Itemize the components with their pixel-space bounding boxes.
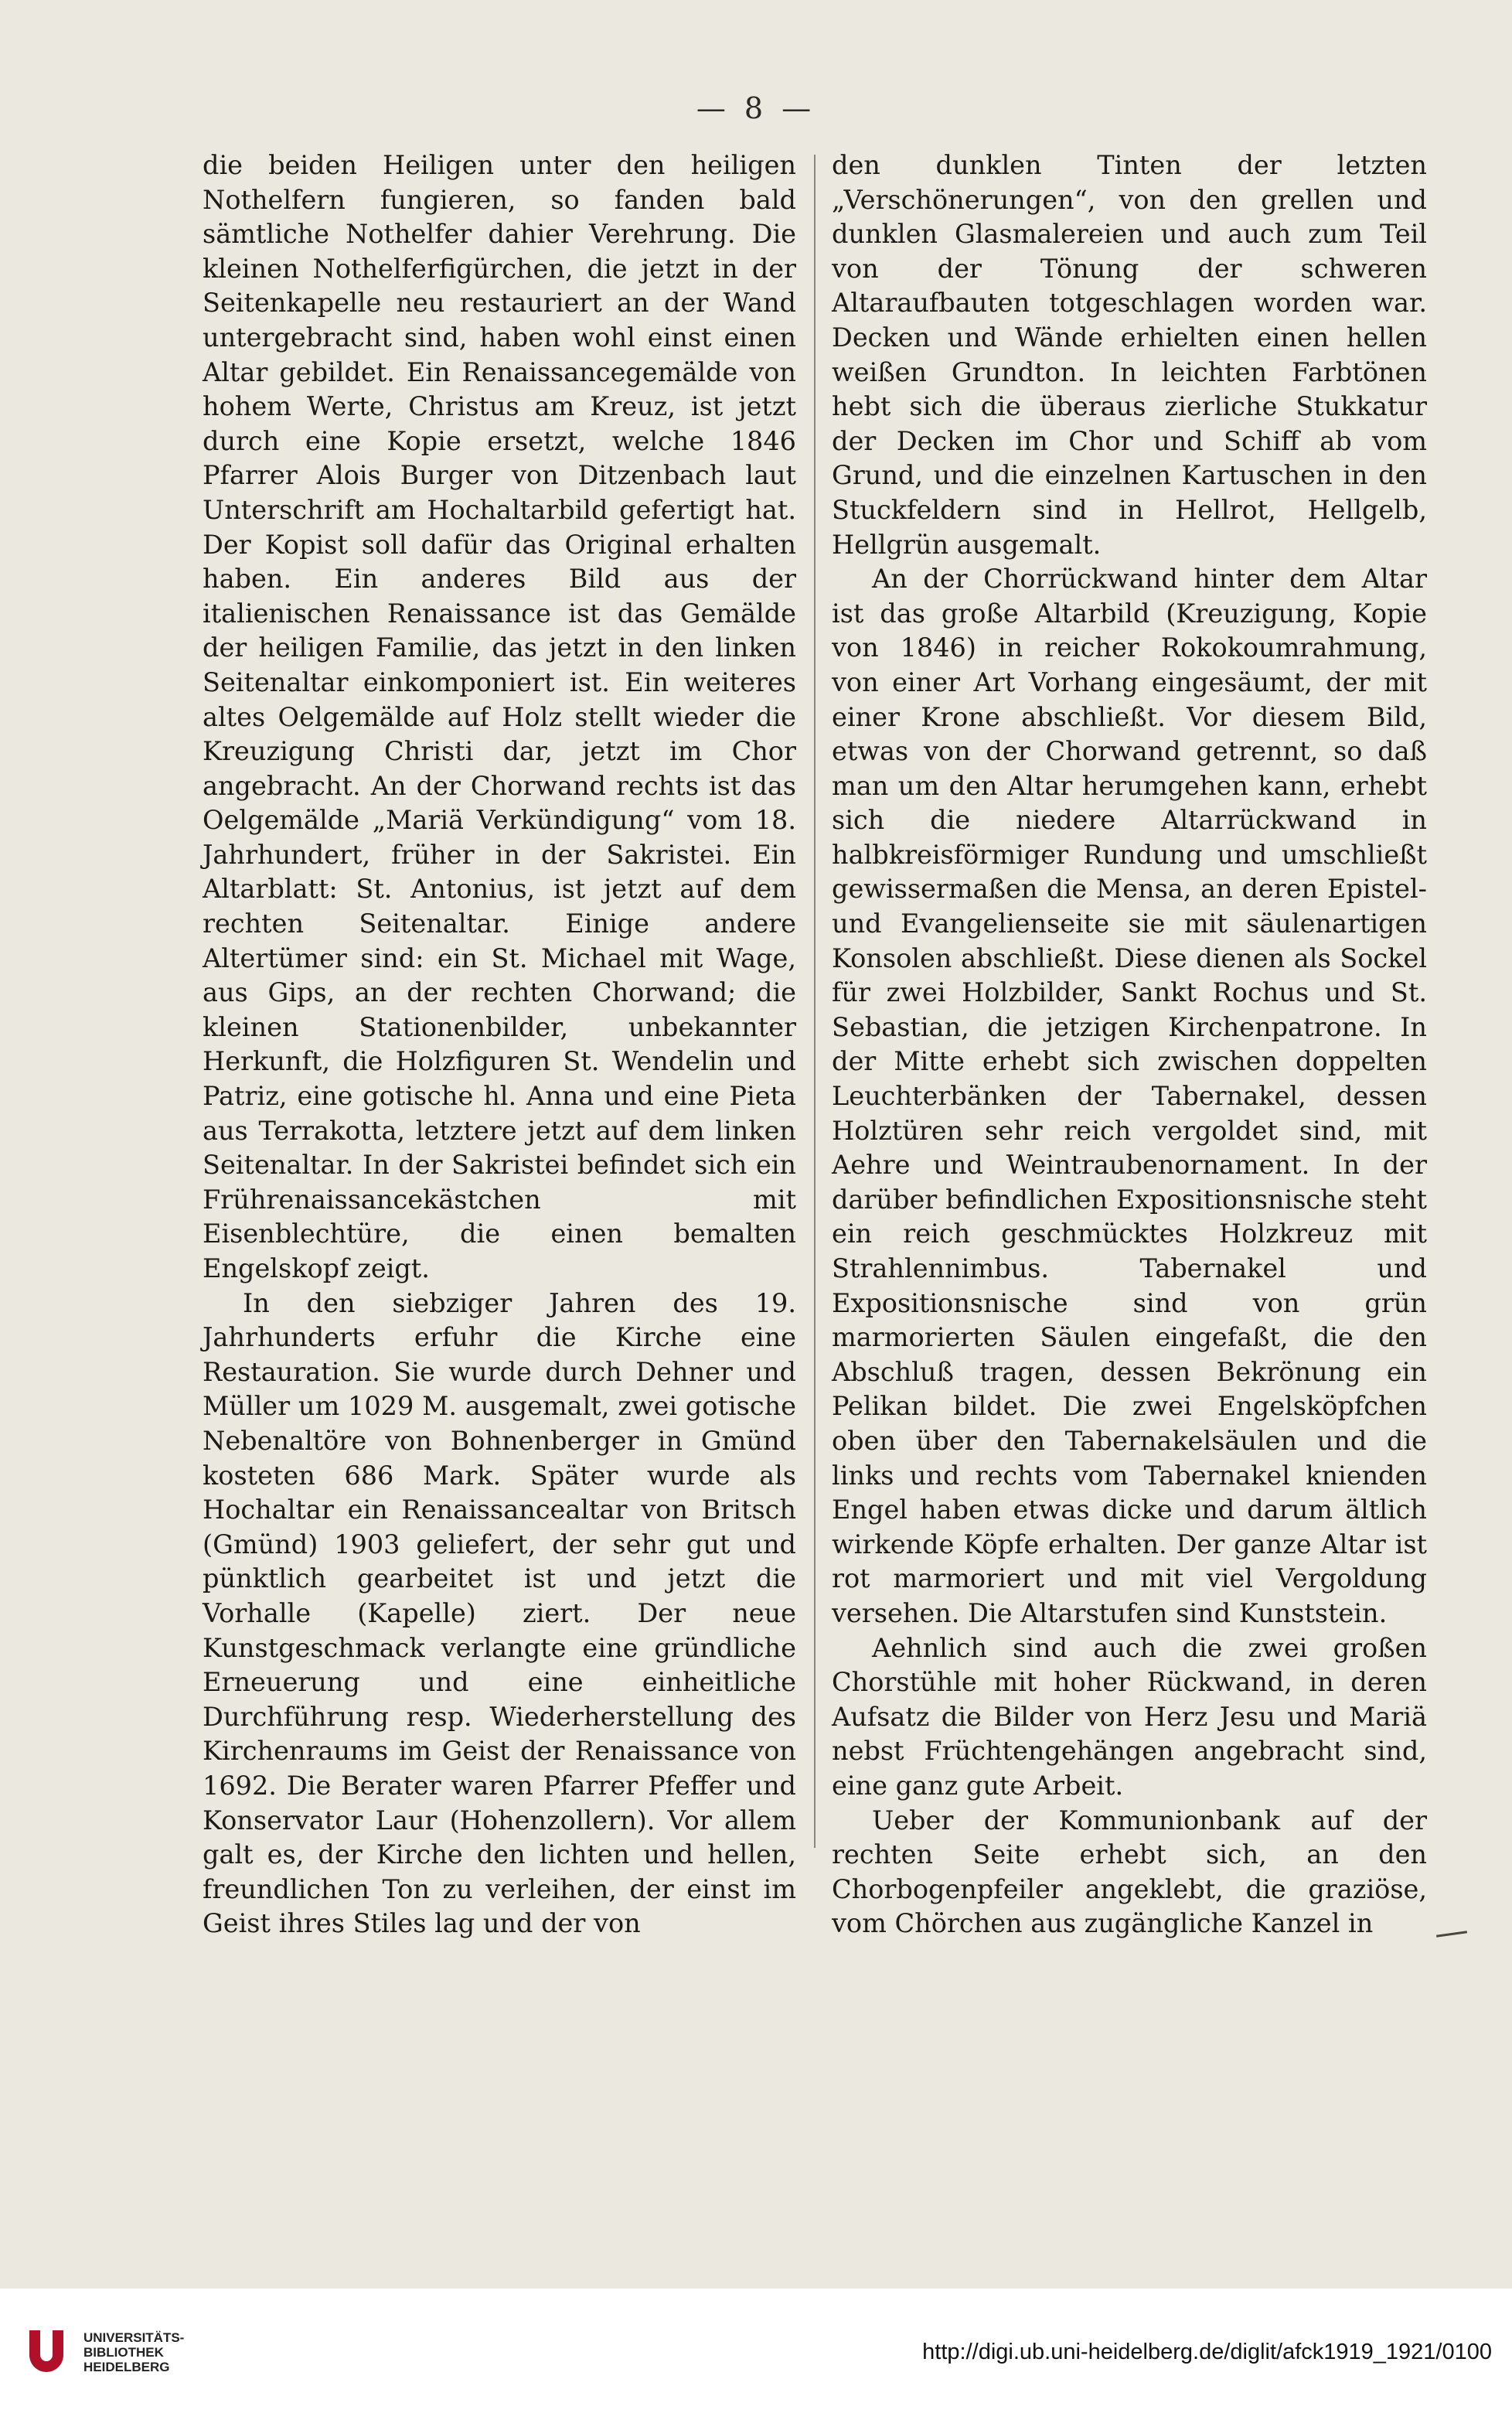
library-name-line: BIBLIOTHEK — [83, 2345, 164, 2360]
library-name — [83, 2330, 184, 2374]
paragraph: Ueber der Kommunionbank auf der rechten Seite erhebt sich, an den Chorbogenpfeiler angeklebt, die graziöse, vom Chörchen aus zugängliche Kanzel in — [832, 1805, 1427, 1939]
paragraph: An der Chorrückwand hinter dem Altar ist das große Altarbild (Kreuzigung, Kopie von 1846) in reicher Rokokoumrahmung, von einer Art Vorhang eingesäumt, der mit einer Krone abschließt. Vor diesem Bild, etwas von der Chorwand getrennt, so daß man um den Altar herumgehen kann, erhebt sich die niedere Altarrückwand in halbkreisförmiger Rundung und umschließt gewissermaßen die Mensa, an deren Epistel- und Evangelienseite sie mit säulenartigen Konsolen abschließt. Diese dienen als Sockel für zwei Holzbilder, Sankt Rochus und St. Sebastian, die jetzigen Kirchenpatrone. In der Mitte erhebt sich zwischen doppelten Leuchterbänken der Tabernakel, dessen Holztüren sehr reich vergoldet sind, mit Aehre und Weintraubenornament. In der darüber befindlichen Expositionsnische steht ein reich geschmücktes Holzkreuz mit Strahlennimbus. Tabernakel und Expositionsnische sind von grün marmorierten Säulen eingefaßt, die den Abschluß tragen, dessen Bekrönung ein Pelikan bildet. Die zwei Engelsköpfchen oben über den Tabernakelsäulen und die links und rechts vom Tabernakel knienden Engel haben etwas dicke und darum ältlich wirkende Köpfe erhalten. Der ganze Altar ist rot marmoriert und mit viel Vergoldung versehen. Die Altarstufen sind Kunststein. — [832, 564, 1427, 1628]
right-text-column — [832, 148, 1427, 1941]
column-divider — [814, 155, 816, 1848]
page-number: — 8 — — [696, 91, 816, 125]
library-name-line: HEIDELBERG — [83, 2360, 170, 2374]
library-footer — [0, 2289, 1512, 2420]
paragraph: den dunklen Tinten der letzten „Verschönerungen“, von den grellen und dunklen Glasmalereien und auch zum Teil von der Tönung der schweren Altaraufbauten totgeschlagen worden war. Decken und Wände erhielten einen hellen weißen Grundton. In leichten Farbtönen hebt sich die überaus zierliche Stukkatur der Decken im Chor und Schiff ab vom Grund, und die einzelnen Kartuschen in den Stuckfeldern sind in Hellrot, Hellgelb, Hellgrün ausgemalt. — [832, 150, 1427, 560]
paragraph: In den siebziger Jahren des 19. Jahrhunderts erfuhr die Kirche eine Restauration. Sie wurde durch Dehner und Müller um 1029 M. ausgemalt, zwei gotische Nebenaltöre von Bohnenberger in Gmünd kosteten 686 Mark. Später wurde als Hochaltar ein Renaissancealtar von Britsch (Gmünd) 1903 geliefert, der sehr gut und pünktlich gearbeitet ist und jetzt die Vorhalle (Kapelle) ziert. Der neue Kunstgeschmack verlangte eine gründliche Erneuerung und eine einheitliche Durchführung resp. Wiederherstellung des Kirchenraums im Geist der Renaissance von 1692. Die Berater waren Pfarrer Pfeffer und Konservator Laur (Hohenzollern). Vor allem galt es, der Kirche den lichten und hellen, freundlichen Ton zu verleihen, der einst im Geist ihres Stiles lag und der von — [203, 1287, 796, 1939]
university-library-logo-icon — [22, 2326, 71, 2375]
library-name-line: UNIVERSITÄTS- — [83, 2330, 185, 2345]
paragraph: Aehnlich sind auch die zwei großen Chorstühle mit hoher Rückwand, in deren Aufsatz die Bilder von Herz Jesu und Mariä nebst Früchtengehängen angebracht sind, eine ganz gute Arbeit. — [832, 1632, 1427, 1801]
catchword-mark — [1436, 1931, 1467, 1938]
left-text-column — [203, 148, 796, 1941]
source-url-link[interactable]: http://digi.ub.uni-heidelberg.de/diglit/afck1919_1921/0100 — [922, 2340, 1492, 2364]
paragraph: die beiden Heiligen unter den heiligen Nothelfern fungieren, so fanden bald sämtliche Nothelfer dahier Verehrung. Die kleinen Nothelferfigürchen, die jetzt in der Seitenkapelle neu restauriert an der Wand untergebracht sind, haben wohl einst einen Altar gebildet. Ein Renaissancegemälde von hohem Werte, Christus am Kreuz, ist jetzt durch eine Kopie ersetzt, welche 1846 Pfarrer Alois Burger von Ditzenbach laut Unterschrift am Hochaltarbild gefertigt hat. Der Kopist soll dafür das Original erhalten haben. Ein anderes Bild aus der italienischen Renaissance ist das Gemälde der heiligen Familie, das jetzt in den linken Seitenaltar einkomponiert ist. Ein weiteres altes Oelgemälde auf Holz stellt wieder die Kreuzigung Christi dar, jetzt im Chor angebracht. An der Chorwand rechts ist das Oelgemälde „Mariä Verkündigung“ vom 18. Jahrhundert, früher in der Sakristei. Ein Altarblatt: St. Antonius, ist jetzt auf dem rechten Seitenaltar. Einige andere Altertümer sind: ein St. Michael mit Wage, aus Gips, an der rechten Chorwand; die kleinen Stationenbilder, unbekannter Herkunft, die Holzfiguren St. Wendelin und Patriz, eine gotische hl. Anna und eine Pieta aus Terrakotta, letztere jetzt auf dem linken Seitenaltar. In der Sakristei befindet sich ein Frührenaissancekästchen mit Eisenblechtüre, die einen bemalten Engelskopf zeigt. — [203, 150, 796, 1283]
